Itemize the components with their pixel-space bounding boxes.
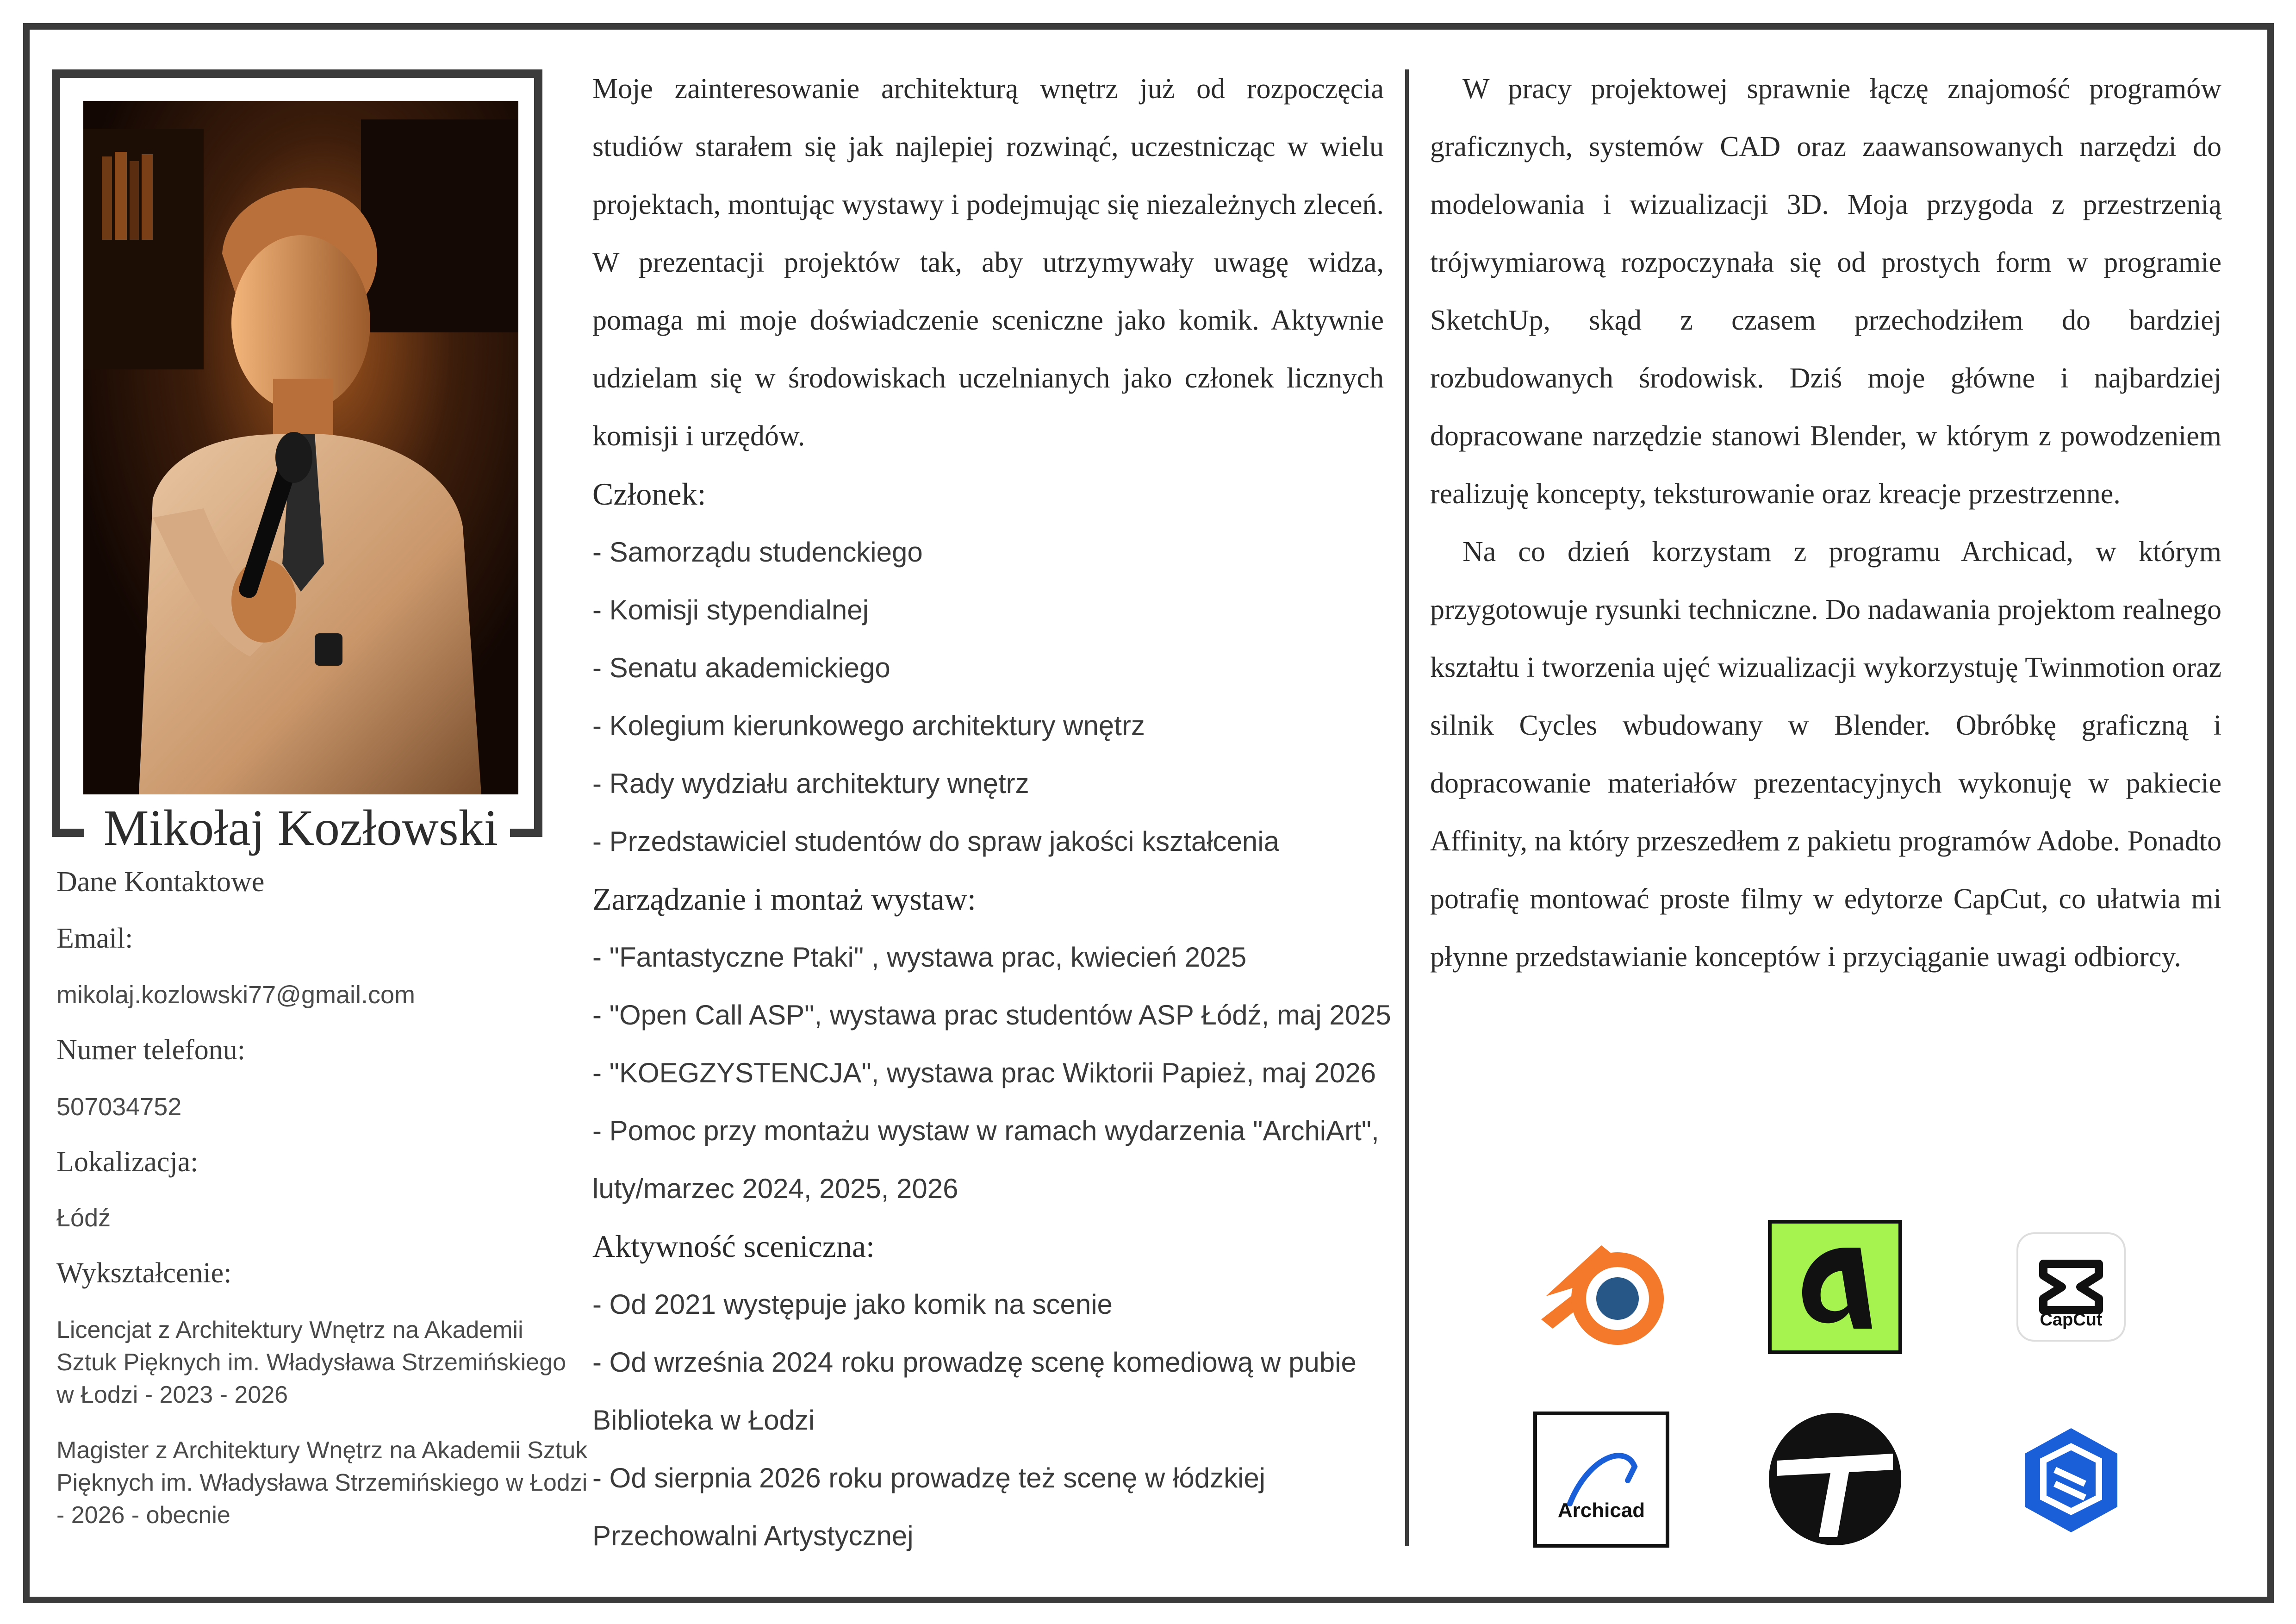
photo-frame-corner-left xyxy=(52,829,84,837)
portrait-illustration xyxy=(83,101,518,794)
right-column xyxy=(1430,60,2221,986)
stage-item: - Od 2021 występuje jako komik na scenie xyxy=(592,1289,1113,1320)
member-item: - Komisji stypendialnej xyxy=(592,594,869,625)
member-item: - Senatu akademickiego xyxy=(592,652,890,683)
stage-heading: Aktywność sceniczna: xyxy=(592,1229,875,1264)
member-item: - Samorządu studenckiego xyxy=(592,537,923,568)
software-paragraph: W pracy projektowej sprawnie łączę znajomość programów graficznych, systemów CAD oraz zaawansowanych narzędzi do modelowania i wizualizacji 3D. Moja przygoda z przestrzenią trójwymiarową rozpoczynała się od prostych form w programie SketchUp, skąd z czasem przechodziłem do bardziej rozbudowanych środowisk. Dziś moje główne i najbardziej dopracowane narzędzie stanowi Blender, w którym z powodzeniem realizuję koncepty, teksturowanie oraz kreacje przestrzenne. xyxy=(1430,73,2221,510)
member-heading: Członek: xyxy=(592,476,706,512)
twinmotion-icon xyxy=(1768,1412,1902,1546)
person-name: Mikołaj Kozłowski xyxy=(103,800,498,856)
capcut-icon xyxy=(2016,1231,2127,1343)
phone-label: Numer telefonu: xyxy=(56,1034,246,1066)
education-entry: Magister z Architektury Wnętrz na Akademii Sztuk Pięknych im. Władysława Strzemińskiego w Łodzi - 2026 - obecnie xyxy=(56,1437,588,1529)
education-entry: Licencjat z Architektury Wnętrz na Akademii Sztuk Pięknych im. Władysława Strzemińskiego w Łodzi - 2023 - 2026 xyxy=(56,1317,566,1408)
column-divider xyxy=(1405,69,1409,1546)
archicad-label: Archicad xyxy=(1557,1499,1645,1522)
phone-value: 507034752 xyxy=(56,1093,182,1121)
capcut-label: CapCut xyxy=(2040,1310,2103,1330)
member-item: - Rady wydziału architektury wnętrz xyxy=(592,768,1029,799)
exhibit-item: - "Open Call ASP", wystawa prac studentów ASP Łódź, maj 2025 xyxy=(592,999,1391,1031)
email-value[interactable]: mikolaj.kozlowski77@gmail.com xyxy=(56,981,416,1009)
member-item: - Kolegium kierunkowego architektury wnętrz xyxy=(592,710,1145,741)
member-item: - Przedstawiciel studentów do spraw jakości kształcenia xyxy=(592,826,1279,857)
stage-item: - Od września 2024 roku prowadzę scenę komediową w pubie Biblioteka w Łodzi xyxy=(592,1347,1356,1436)
exhibit-heading: Zarządzanie i montaż wystaw: xyxy=(592,881,976,917)
archicad-icon xyxy=(1533,1411,1670,1548)
location-value: Łódź xyxy=(56,1204,111,1232)
software-paragraph: Na co dzień korzystam z programu Archicad, w którym przygotowuje rysunki techniczne. Do nadawania projektom realnego kształtu i tworzenia ujęć wizualizacji wykorzystuję Twinmotion oraz silnik Cycles wbudowany w Blender. Obróbkę graficzną i dopracowanie materiałów prezentacyjnych wykonuję w pakiecie Affinity, na który przeszedłem z pakietu programów Adobe. Ponadto potrafię montować proste filmy w edytorze CapCut, co ułatwia mi płynne przedstawianie konceptów i przyciąganie uwagi odbiorcy. xyxy=(1430,536,2221,973)
contact-heading: Dane Kontaktowe xyxy=(56,866,265,898)
affinity-icon xyxy=(1768,1220,1902,1354)
middle-column xyxy=(592,60,1391,1565)
location-label: Lokalizacja: xyxy=(56,1146,199,1178)
exhibit-item: - Pomoc przy montażu wystaw w ramach wydarzenia "ArchiArt", luty/marzec 2024, 2025, 2026 xyxy=(592,1115,1379,1204)
email-label: Email: xyxy=(56,923,133,954)
profile-photo xyxy=(83,101,518,794)
intro-paragraph: Moje zainteresowanie architekturą wnętrz już od rozpoczęcia studiów starałem się jak najlepiej rozwinąć, uczestnicząc w wielu projektach, montując wystawy i podejmując się niezależnych zleceń. W prezentacji projektów tak, aby utrzymywały uwagę widza, pomaga mi moje doświadczenie sceniczne jako komik. Aktywnie udzielam się w środowiskach uczelnianych jako członek licznych komisji i urzędów. xyxy=(592,73,1384,452)
blender-icon xyxy=(1532,1218,1671,1356)
exhibit-item: - "KOEGZYSTENCJA", wystawa prac Wiktorii Papież, maj 2026 xyxy=(592,1057,1376,1088)
education-label: Wykształcenie: xyxy=(56,1257,232,1289)
exhibit-item: - "Fantastyczne Ptaki" , wystawa prac, kwiecień 2025 xyxy=(592,942,1247,973)
stage-item: - Od sierpnia 2026 roku prowadzę też scenę w łódzkiej Przechowalni Artystycznej xyxy=(592,1462,1266,1551)
sketchup-icon xyxy=(2016,1424,2127,1535)
